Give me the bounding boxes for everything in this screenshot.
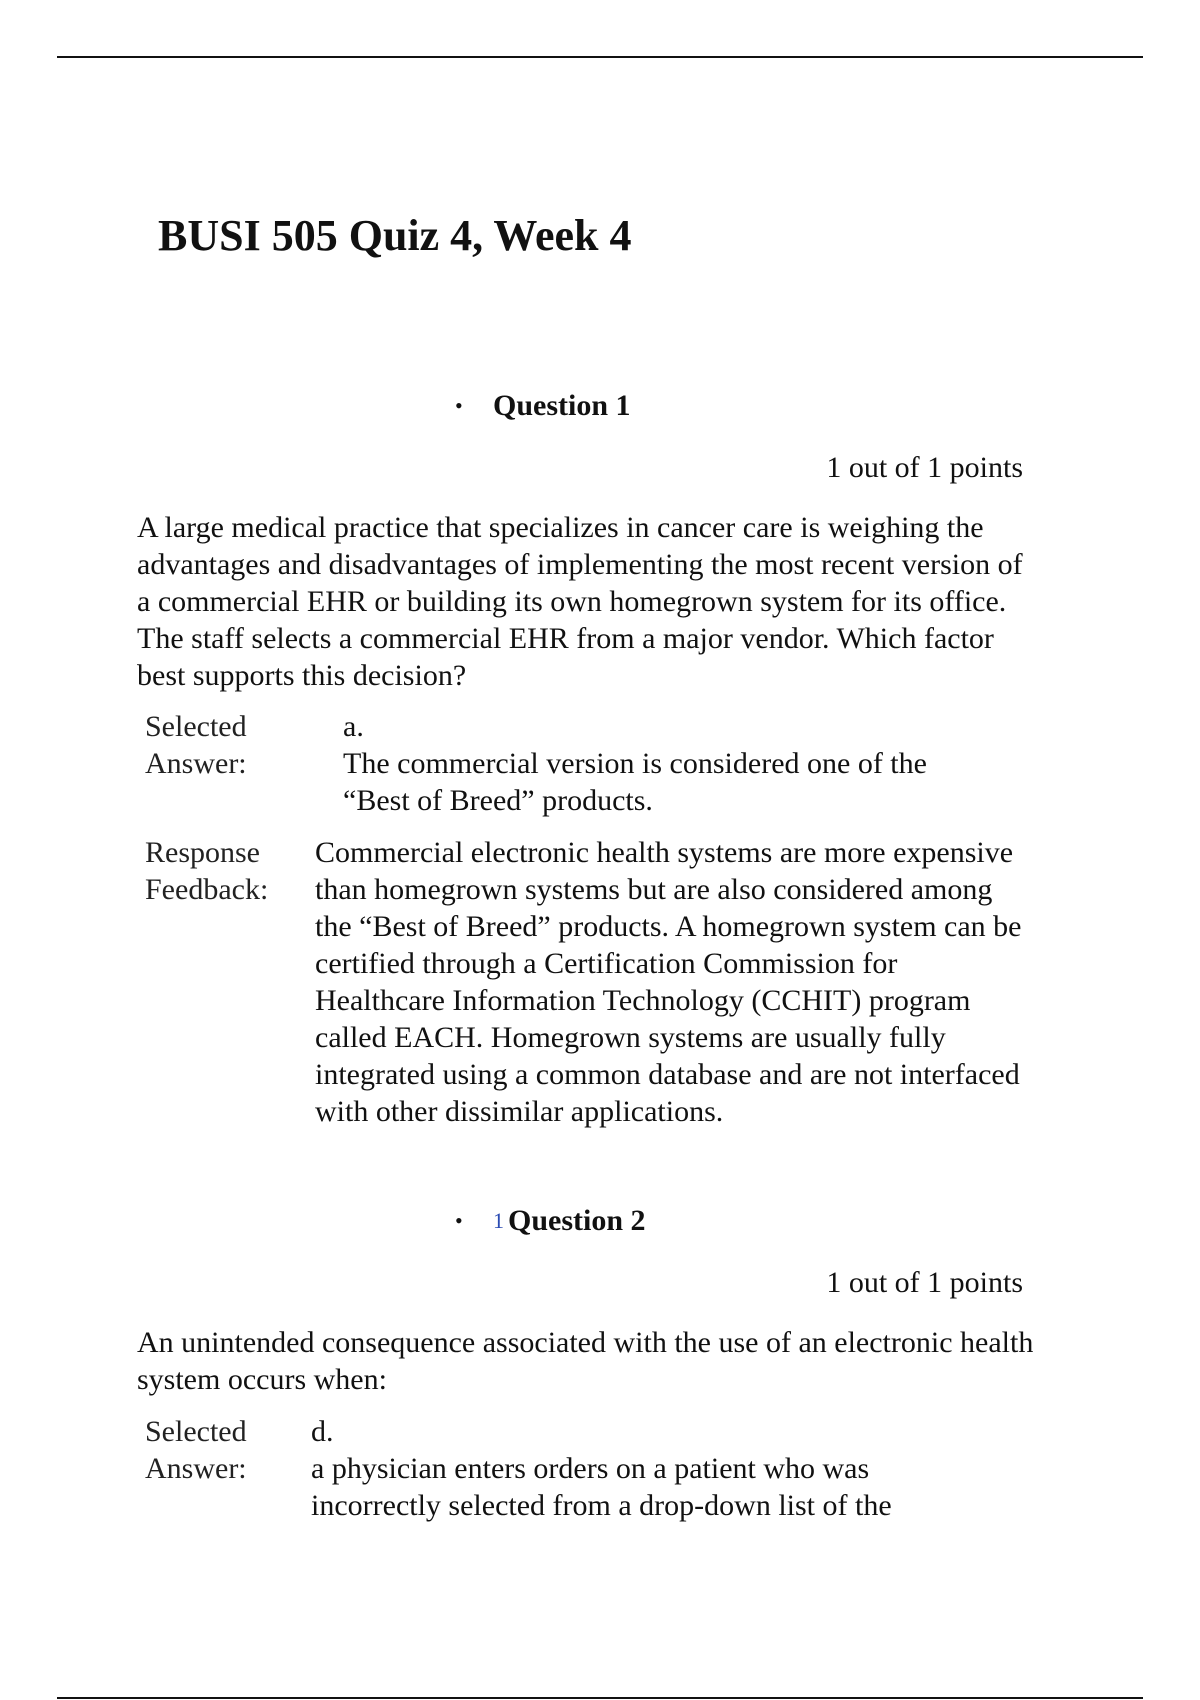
question-1-prompt: A large medical practice that specializes in cancer care is weighing the advantages and disadvantages of implementing the most recent version of a commercial EHR or building its own homegrown system for its office. The staff selects a commercial EHR from a major vendor. Which factor best supports this decision? [137,511,1023,692]
question-1-selected-label: Selected Answer: [145,710,247,780]
question-1-feedback: Commercial electronic health systems are more expensive than homegrown systems but are also considered among the “Best of Breed” products. A homegrown system can be certified through a Certification Commission for Healthcare Information Technology (CCHIT) program called EACH. Homegrown systems are usually fully integrated using a common database and are not interfaced with other dissimilar applications. [315,836,1022,1128]
bullet-icon: • [455,1208,463,1233]
question-2-selected-label: Selected Answer: [145,1415,247,1485]
top-rule [57,56,1143,58]
question-1-feedback-label: Response Feedback: [145,836,269,906]
question-1-selected-answer: The commercial version is considered one of the “Best of Breed” products. [343,747,927,817]
question-2-prompt: An unintended consequence associated with the use of an electronic health system occurs when: [137,1326,1034,1396]
question-2-points: 1 out of 1 points [826,1266,1023,1299]
question-1-heading [455,386,631,426]
anchor-marker: 1 [493,1208,504,1233]
question-2-selected-answer: a physician enters orders on a patient who was incorrectly selected from a drop-down list of the [311,1452,892,1522]
bottom-rule [57,1697,1143,1699]
question-1-selected-letter: a. [343,710,364,743]
bullet-icon: • [455,393,463,418]
question-2-selected-letter: d. [311,1415,334,1448]
question-2-title: Question 2 [508,1204,646,1237]
document-title: BUSI 505 Quiz 4, Week 4 [158,211,632,260]
question-1-points: 1 out of 1 points [826,451,1023,484]
question-1-title: Question 1 [493,389,631,422]
question-2-heading [455,1201,646,1241]
